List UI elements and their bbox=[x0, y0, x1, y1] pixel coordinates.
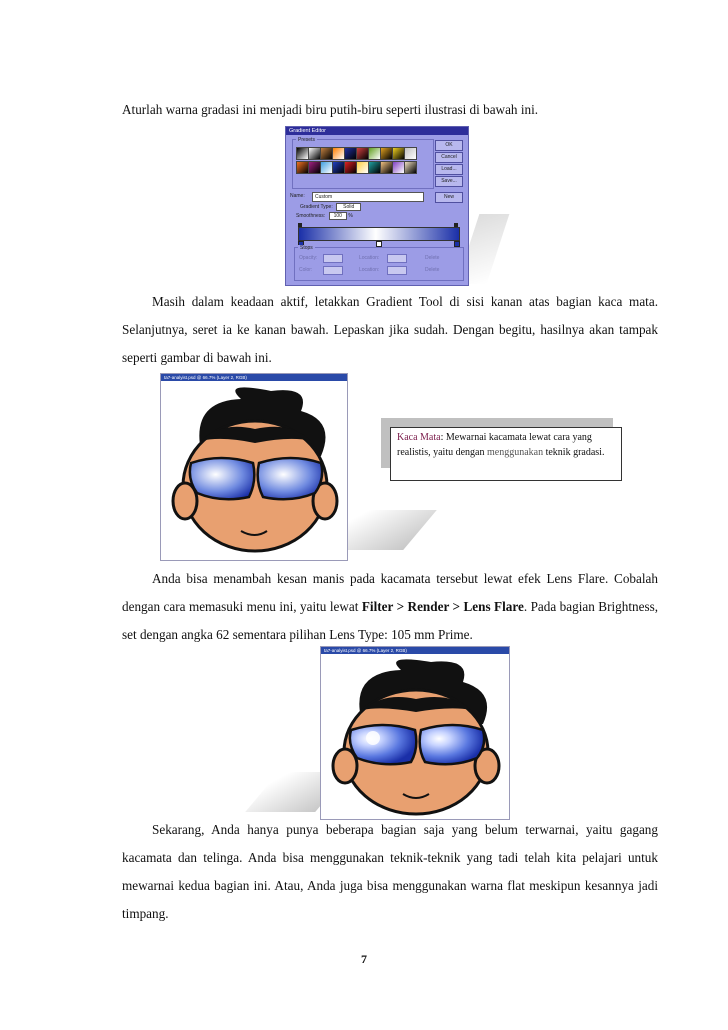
gradient-type-select[interactable]: Solid bbox=[336, 203, 361, 211]
lens-flare-highlight bbox=[366, 731, 380, 745]
load-button[interactable]: Load... bbox=[435, 164, 463, 175]
opacity-label: Opacity: bbox=[299, 255, 318, 261]
gradient-bar[interactable] bbox=[298, 227, 460, 241]
paragraph-lens-flare bbox=[122, 565, 658, 649]
paragraph-gradient-instruction: Aturlah warna gradasi ini menjadi biru putih-biru seperti ilustrasi di bawah ini. bbox=[122, 102, 539, 117]
color-field[interactable] bbox=[323, 266, 343, 275]
delete-button-1[interactable]: Delete bbox=[425, 255, 440, 261]
name-input[interactable]: Custom bbox=[312, 192, 424, 202]
smoothness-row bbox=[296, 213, 353, 219]
paragraph-gradient-tool: Masih dalam keadaan aktif, letakkan Gradient Tool di sisi kanan atas bagian kaca mata. Selanjutnya, seret ia ke kanan bawah. Lepaskan jika sudah. Dengan begitu, hasilnya akan tampak seperti gambar di bawah ini. bbox=[122, 294, 658, 365]
callout-text-grey: menggunakan bbox=[486, 447, 544, 458]
face-window-2 bbox=[320, 646, 510, 820]
location-field-2[interactable] bbox=[387, 266, 407, 275]
lens-flare-text-a: Anda bisa menambah kesan manis pada kacamata tersebut lewat efek Lens Flare. Cobalah dengan cara memasuki menu ini, yaitu lewat bbox=[122, 571, 658, 614]
lens-left bbox=[350, 725, 416, 764]
new-button[interactable]: New bbox=[435, 192, 463, 203]
stops-label: Stops bbox=[300, 245, 313, 251]
percent-sign: % bbox=[348, 213, 353, 219]
ok-button[interactable]: OK bbox=[435, 140, 463, 151]
face-illustration-2 bbox=[321, 654, 509, 818]
smoothness-label: Smoothness: bbox=[296, 213, 326, 219]
location-label-2: Location: bbox=[359, 267, 380, 273]
color-label: Color: bbox=[299, 267, 313, 273]
save-button[interactable]: Save... bbox=[435, 176, 463, 187]
page-number: 7 bbox=[361, 952, 367, 966]
callout-text-a: : Mewarnai kacamata lewat cara yang realistis, yaitu dengan bbox=[397, 432, 592, 458]
gradient-type-row bbox=[300, 204, 361, 210]
presets-label: Presets bbox=[298, 137, 315, 143]
opacity-field[interactable] bbox=[323, 254, 343, 263]
paragraph-remaining-parts: Sekarang, Anda hanya punya beberapa bagian saja yang belum terwarnai, yaitu gagang kacamata dan telinga. Anda bisa menggunakan teknik-teknik yang tadi telah kita pelajari untuk mewarnai kedua bagian ini. Atau, Anda juga bisa menggunakan warna flat meskipun kesannya jadi timpang. bbox=[122, 822, 658, 921]
lens-left bbox=[190, 458, 254, 499]
preset-swatches bbox=[296, 147, 415, 174]
lens-flare-text-b: . Pada bagian Brightness, set dengan angka 62 sementara pilihan Lens Type: 105 mm Prime. bbox=[122, 599, 659, 642]
lens-flare-menu-path: Filter > Render > Lens Flare bbox=[361, 599, 524, 614]
smoothness-input[interactable]: 100 bbox=[329, 212, 347, 220]
lens-right bbox=[258, 458, 322, 499]
location-field-1[interactable] bbox=[387, 254, 407, 263]
stops-box bbox=[294, 247, 464, 281]
opacity-stop-left[interactable] bbox=[298, 223, 302, 227]
callout-text-b: teknik gradasi. bbox=[543, 447, 605, 458]
location-label-1: Location: bbox=[359, 255, 380, 261]
callout-box bbox=[390, 427, 622, 481]
face-illustration-1 bbox=[161, 381, 347, 559]
window-title-1: ta7-analyist.psd @ 66.7% (Layer 2, RGB) bbox=[161, 374, 347, 381]
callout-key: Kaca Mata bbox=[397, 432, 441, 443]
name-label: Name: bbox=[290, 193, 305, 199]
lens-right bbox=[420, 725, 484, 764]
delete-button-2[interactable]: Delete bbox=[425, 267, 440, 273]
opacity-stop-right[interactable] bbox=[454, 223, 458, 227]
window-title-2: ta7-analyist.psd @ 66.7% (Layer 2, RGB) bbox=[321, 647, 509, 654]
preset-swatch[interactable] bbox=[404, 147, 417, 160]
face-window-1 bbox=[160, 373, 348, 561]
cancel-button[interactable]: Cancel bbox=[435, 152, 463, 163]
gradient-type-label: Gradient Type: bbox=[300, 204, 333, 210]
gradient-editor-dialog bbox=[285, 126, 469, 286]
dialog-title: Gradient Editor bbox=[286, 127, 468, 135]
preset-swatch[interactable] bbox=[404, 161, 417, 174]
